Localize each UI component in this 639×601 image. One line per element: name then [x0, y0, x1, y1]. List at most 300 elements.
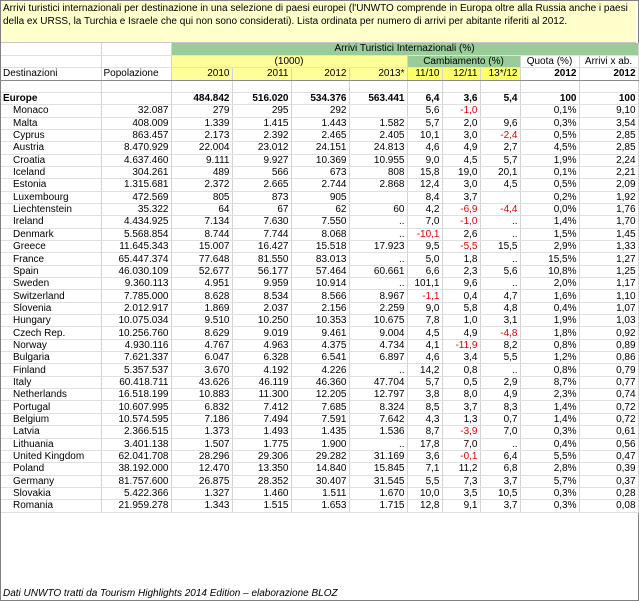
change-value: 10,1	[407, 129, 442, 141]
arrivi-per-capita: 0,89	[579, 339, 638, 351]
table-row	[1, 228, 638, 240]
table-row	[1, 129, 638, 141]
change-value: 1,0	[442, 315, 480, 327]
arrivals-value: 24.151	[291, 142, 349, 154]
quota-value: 0,2%	[520, 191, 579, 203]
population: 46.030.109	[101, 265, 171, 277]
change-value: 9,1	[442, 500, 480, 512]
country-name: Liechtenstein	[1, 203, 101, 215]
arrivals-value: 6.541	[291, 352, 349, 364]
arrivi-per-capita: 1,25	[579, 265, 638, 277]
arrivals-value: 4.963	[232, 339, 291, 351]
change-value: -10,1	[407, 228, 442, 240]
arrivals-value: 2.405	[349, 129, 407, 141]
change-value: -1,1	[407, 290, 442, 302]
total-value: 534.376	[291, 92, 349, 104]
arrivals-value: 6.047	[171, 352, 232, 364]
change-value: 2,6	[442, 228, 480, 240]
change-value: 9,6	[480, 117, 520, 129]
arrivals-value: 29.282	[291, 450, 349, 462]
arrivals-value: 489	[171, 166, 232, 178]
population: 10.607.995	[101, 401, 171, 413]
arrivals-value: 4.767	[171, 339, 232, 351]
arrivals-value: 29.306	[232, 450, 291, 462]
arrivals-value: 26.875	[171, 475, 232, 487]
population: 1.315.681	[101, 179, 171, 191]
arrivals-value: 1.435	[291, 426, 349, 438]
arrivals-value: 15.007	[171, 241, 232, 253]
population: 65.447.374	[101, 253, 171, 265]
arrivals-value: 4.734	[349, 339, 407, 351]
total-value: 516.020	[232, 92, 291, 104]
population: 38.192.000	[101, 463, 171, 475]
note-text: Arrivi turistici internazionali per destinazione in una selezione di paesi europei (l'UNWTO comprende in Europa oltre alla Russia anche i paesi della ex URSS, la Turchia e Israele che qui non sono considerati). Lista ordinata per numero di arrivi per abitante riferiti al 2012.	[1, 1, 636, 43]
total-change: 5,4	[480, 92, 520, 104]
header-year: 2013*	[349, 68, 407, 80]
arrivals-value: 57.464	[291, 265, 349, 277]
table-row	[1, 500, 638, 512]
arrivals-value: 8.068	[291, 228, 349, 240]
country-name: Portugal	[1, 401, 101, 413]
arrivals-value: 2.372	[171, 179, 232, 191]
change-value: -1,0	[442, 105, 480, 117]
arrivals-value: 1.339	[171, 117, 232, 129]
population: 16.518.199	[101, 389, 171, 401]
change-value: 4,8	[480, 302, 520, 314]
header-quota-year: 2012	[520, 68, 579, 80]
quota-value: 0,1%	[520, 166, 579, 178]
arrivals-value	[349, 191, 407, 203]
change-value: 4,5	[480, 179, 520, 191]
header-blank	[101, 55, 171, 67]
arrivals-value: 52.677	[171, 265, 232, 277]
change-value: -0,1	[442, 450, 480, 462]
table-row	[1, 154, 638, 166]
change-value: 4,6	[407, 142, 442, 154]
population: 11.645.343	[101, 241, 171, 253]
table-row	[1, 327, 638, 339]
change-value	[480, 191, 520, 203]
change-value: 8,7	[407, 426, 442, 438]
change-value: 3,8	[407, 389, 442, 401]
population: 21.959.278	[101, 500, 171, 512]
arrivals-value: 1.900	[291, 438, 349, 450]
arrivals-value: 8.628	[171, 290, 232, 302]
change-value: 3,1	[480, 315, 520, 327]
quota-value: 8,7%	[520, 376, 579, 388]
arrivals-value: 28.296	[171, 450, 232, 462]
population: 408.009	[101, 117, 171, 129]
arrivals-value: 4.226	[291, 364, 349, 376]
change-value: 3,7	[480, 500, 520, 512]
arrivals-value: 8.629	[171, 327, 232, 339]
quota-value: 0,3%	[520, 487, 579, 499]
change-value: 4,6	[407, 352, 442, 364]
change-value: -6,9	[442, 203, 480, 215]
header-blank	[101, 43, 171, 55]
arrivals-value: 83.013	[291, 253, 349, 265]
arrivals-value: 10.883	[171, 389, 232, 401]
table-row	[1, 339, 638, 351]
arrivi-per-capita: 1,92	[579, 191, 638, 203]
header-year: 2011	[232, 68, 291, 80]
arrivals-value: 43.626	[171, 376, 232, 388]
arrivals-value: 7.630	[232, 216, 291, 228]
arrivi-per-capita: 1,33	[579, 241, 638, 253]
change-value: 0,8	[442, 364, 480, 376]
country-name: Lithuania	[1, 438, 101, 450]
arrivals-value: 10.353	[291, 315, 349, 327]
arrivals-value: 8.566	[291, 290, 349, 302]
change-value: 1,3	[442, 413, 480, 425]
table-row	[1, 438, 638, 450]
arrivals-value: 9.004	[349, 327, 407, 339]
arrivals-value: 4.192	[232, 364, 291, 376]
arrivals-value: 673	[291, 166, 349, 178]
country-name: Denmark	[1, 228, 101, 240]
arrivals-value	[349, 105, 407, 117]
arrivi-per-capita: 1,03	[579, 315, 638, 327]
header-change: 12/11	[442, 68, 480, 80]
country-name: Hungary	[1, 315, 101, 327]
change-value: 7,1	[407, 463, 442, 475]
arrivals-value: 1.511	[291, 487, 349, 499]
change-value: ..	[480, 438, 520, 450]
arrivals-value: 6.328	[232, 352, 291, 364]
table-row	[1, 450, 638, 462]
table-row	[1, 475, 638, 487]
arrivals-value: 12.470	[171, 463, 232, 475]
arrivi-per-capita: 0,08	[579, 500, 638, 512]
change-value: -4,4	[480, 203, 520, 215]
population: 7.621.337	[101, 352, 171, 364]
table-row	[1, 376, 638, 388]
population: 35.322	[101, 203, 171, 215]
arrivi-per-capita: 9,10	[579, 105, 638, 117]
population: 9.360.113	[101, 278, 171, 290]
arrivals-value: 46.360	[291, 376, 349, 388]
change-value: 9,0	[407, 302, 442, 314]
arrivals-value: 1.653	[291, 500, 349, 512]
arrivi-per-capita: 2,09	[579, 179, 638, 191]
change-value: 6,8	[480, 463, 520, 475]
arrivi-per-capita: 1,27	[579, 253, 638, 265]
change-value: 0,7	[480, 413, 520, 425]
arrivals-value: 30.407	[291, 475, 349, 487]
arrivals-value: 3.670	[171, 364, 232, 376]
country-name: Switzerland	[1, 290, 101, 302]
arrivals-value: 31.169	[349, 450, 407, 462]
header-blank	[1, 55, 101, 67]
change-value: 11,2	[442, 463, 480, 475]
quota-value: 2,9%	[520, 241, 579, 253]
header-row-1	[1, 43, 638, 55]
change-value: 6,4	[480, 450, 520, 462]
quota-value: 0,3%	[520, 500, 579, 512]
arrivals-value: 2.665	[232, 179, 291, 191]
country-name: Cyprus	[1, 129, 101, 141]
quota-value: 2,3%	[520, 389, 579, 401]
quota-value: 1,4%	[520, 413, 579, 425]
arrivi-per-capita: 0,79	[579, 364, 638, 376]
country-name: Netherlands	[1, 389, 101, 401]
data-table	[1, 43, 639, 513]
table-row	[1, 413, 638, 425]
arrivals-value: 292	[291, 105, 349, 117]
quota-value: 0,0%	[520, 203, 579, 215]
country-name: Latvia	[1, 426, 101, 438]
arrivals-value: 566	[232, 166, 291, 178]
total-value: 563.441	[349, 92, 407, 104]
population: 5.568.854	[101, 228, 171, 240]
country-name: Luxembourg	[1, 191, 101, 203]
change-value: 5,7	[407, 376, 442, 388]
quota-value: 0,3%	[520, 117, 579, 129]
country-name: Slovakia	[1, 487, 101, 499]
quota-value: 0,1%	[520, 105, 579, 117]
arrivi-per-capita: 0,28	[579, 487, 638, 499]
total-quota: 100	[520, 92, 579, 104]
header-quota: Quota (%)	[520, 55, 579, 67]
quota-value: 1,8%	[520, 327, 579, 339]
arrivi-per-capita: 2,21	[579, 166, 638, 178]
arrivals-value: 7.186	[171, 413, 232, 425]
arrivi-per-capita: 0,39	[579, 463, 638, 475]
population: 3.401.138	[101, 438, 171, 450]
arrivals-value: 7.685	[291, 401, 349, 413]
arrivals-value: 2.465	[291, 129, 349, 141]
header-row-2	[1, 55, 638, 67]
quota-value: 15,5%	[520, 253, 579, 265]
arrivals-value: 873	[232, 191, 291, 203]
arrivals-value: 10.955	[349, 154, 407, 166]
total-arrivi: 100	[579, 92, 638, 104]
arrivals-value: 7.134	[171, 216, 232, 228]
population: 60.418.711	[101, 376, 171, 388]
arrivals-value: 805	[171, 191, 232, 203]
arrivals-value: 7.642	[349, 413, 407, 425]
change-value: 19,0	[442, 166, 480, 178]
arrivi-per-capita: 0,56	[579, 438, 638, 450]
arrivals-value: 1.582	[349, 117, 407, 129]
arrivals-value: 1.373	[171, 426, 232, 438]
quota-value: 1,6%	[520, 290, 579, 302]
change-value: ..	[480, 278, 520, 290]
arrivi-per-capita: 0,74	[579, 389, 638, 401]
country-name: Norway	[1, 339, 101, 351]
quota-value: 2,8%	[520, 463, 579, 475]
arrivi-per-capita: 2,24	[579, 154, 638, 166]
arrivals-value: 9.461	[291, 327, 349, 339]
arrivals-value: 905	[291, 191, 349, 203]
quota-value: 1,4%	[520, 216, 579, 228]
change-value: 10,5	[480, 487, 520, 499]
change-value: 12,4	[407, 179, 442, 191]
quota-value: 0,5%	[520, 179, 579, 191]
arrivals-value: 60.661	[349, 265, 407, 277]
table-row	[1, 389, 638, 401]
arrivals-value: 7.412	[232, 401, 291, 413]
change-value: 4,1	[407, 339, 442, 351]
quota-value: 4,5%	[520, 142, 579, 154]
population: 62.041.708	[101, 450, 171, 462]
change-value: 3,7	[442, 191, 480, 203]
country-name: Belgium	[1, 413, 101, 425]
arrivals-value: 15.845	[349, 463, 407, 475]
quota-value: 0,4%	[520, 302, 579, 314]
arrivals-value: 1.715	[349, 500, 407, 512]
arrivals-value: 7.550	[291, 216, 349, 228]
quota-value: 5,7%	[520, 475, 579, 487]
change-value: 14,2	[407, 364, 442, 376]
header-year: 2010	[171, 68, 232, 80]
change-value: 3,5	[442, 487, 480, 499]
population: 5.357.537	[101, 364, 171, 376]
table-row	[1, 401, 638, 413]
arrivals-value: 1.460	[232, 487, 291, 499]
table-row	[1, 302, 638, 314]
country-name: Finland	[1, 364, 101, 376]
header-arrivi: Arrivi x ab.	[579, 55, 638, 67]
table-row	[1, 203, 638, 215]
change-value: 4,9	[480, 389, 520, 401]
arrivi-per-capita: 1,07	[579, 302, 638, 314]
total-value: 484.842	[171, 92, 232, 104]
change-value: 9,6	[442, 278, 480, 290]
country-name: Germany	[1, 475, 101, 487]
table-row	[1, 426, 638, 438]
header-destinazioni: Destinazioni	[1, 68, 101, 80]
header-year: 2012	[291, 68, 349, 80]
footer-source: Dati UNWTO tratti da Tourism Highlights 2014 Edition – elaborazione BLOZ	[3, 588, 338, 599]
arrivals-value: 1.536	[349, 426, 407, 438]
arrivals-value: 10.250	[232, 315, 291, 327]
population: 32.087	[101, 105, 171, 117]
table-row	[1, 364, 638, 376]
arrivals-value: 279	[171, 105, 232, 117]
arrivals-value: 1.343	[171, 500, 232, 512]
change-value: 3,4	[442, 352, 480, 364]
change-value: 2,9	[480, 376, 520, 388]
quota-value: 0,8%	[520, 364, 579, 376]
quota-value: 0,5%	[520, 129, 579, 141]
arrivals-value: 17.923	[349, 241, 407, 253]
arrivals-value: 13.350	[232, 463, 291, 475]
change-value: -2,4	[480, 129, 520, 141]
table-row	[1, 487, 638, 499]
arrivals-value: 28.352	[232, 475, 291, 487]
arrivi-per-capita: 0,72	[579, 413, 638, 425]
arrivi-per-capita: 2,85	[579, 142, 638, 154]
change-value: 8,3	[480, 401, 520, 413]
change-value: 8,0	[442, 389, 480, 401]
arrivals-value: 9.019	[232, 327, 291, 339]
arrivals-value: 1.443	[291, 117, 349, 129]
arrivals-value: 1.515	[232, 500, 291, 512]
arrivals-value: 8.534	[232, 290, 291, 302]
change-value: 3,0	[442, 129, 480, 141]
change-value: 4,9	[442, 327, 480, 339]
arrivals-value: 9.111	[171, 154, 232, 166]
country-name: Bulgaria	[1, 352, 101, 364]
quota-value: 1,9%	[520, 154, 579, 166]
quota-value: 0,4%	[520, 438, 579, 450]
table-row	[1, 179, 638, 191]
arrivals-value: 2.037	[232, 302, 291, 314]
arrivals-value: 1.507	[171, 438, 232, 450]
arrivals-value: 10.914	[291, 278, 349, 290]
change-value: 3,7	[442, 401, 480, 413]
country-name: Monaco	[1, 105, 101, 117]
change-value: 4,5	[407, 327, 442, 339]
arrivals-value: 2.868	[349, 179, 407, 191]
arrivals-value: 22.004	[171, 142, 232, 154]
arrivi-per-capita: 1,76	[579, 203, 638, 215]
table-row	[1, 352, 638, 364]
header-unit: (1000)	[171, 55, 407, 67]
arrivals-value: ..	[349, 253, 407, 265]
country-name: Romania	[1, 500, 101, 512]
change-value: 5,5	[480, 352, 520, 364]
table-row	[1, 105, 638, 117]
change-value: 3,7	[480, 475, 520, 487]
change-value: ..	[480, 364, 520, 376]
country-name: Greece	[1, 241, 101, 253]
change-value: 8,4	[407, 191, 442, 203]
country-name: Czech Rep.	[1, 327, 101, 339]
table-row	[1, 253, 638, 265]
country-name: Croatia	[1, 154, 101, 166]
arrivals-value: 295	[232, 105, 291, 117]
arrivals-value: 1.493	[232, 426, 291, 438]
change-value: -1,0	[442, 216, 480, 228]
change-value: 0,4	[442, 290, 480, 302]
quota-value: 5,5%	[520, 450, 579, 462]
arrivi-per-capita: 0,47	[579, 450, 638, 462]
country-name: Malta	[1, 117, 101, 129]
change-value: 5,0	[407, 253, 442, 265]
change-value: 2,3	[442, 265, 480, 277]
change-value: ..	[480, 216, 520, 228]
change-value: 9,5	[407, 241, 442, 253]
change-value: 5,8	[442, 302, 480, 314]
change-value: 2,7	[480, 142, 520, 154]
arrivi-per-capita: 0,72	[579, 401, 638, 413]
arrivi-per-capita: 1,17	[579, 278, 638, 290]
arrivals-value: 47.704	[349, 376, 407, 388]
population: 304.261	[101, 166, 171, 178]
arrivals-value: 2.173	[171, 129, 232, 141]
change-value: ..	[480, 228, 520, 240]
change-value: 10,0	[407, 487, 442, 499]
header-change: 13*/12	[480, 68, 520, 80]
country-name: France	[1, 253, 101, 265]
arrivi-per-capita: 0,37	[579, 475, 638, 487]
arrivals-value: 6.897	[349, 352, 407, 364]
population: 7.785.000	[101, 290, 171, 302]
quota-value: 0,8%	[520, 339, 579, 351]
arrivals-value: 7.591	[291, 413, 349, 425]
population: 2.012.917	[101, 302, 171, 314]
change-value: 1,8	[442, 253, 480, 265]
country-name: Italy	[1, 376, 101, 388]
arrivals-value: 8.324	[349, 401, 407, 413]
arrivals-value: ..	[349, 278, 407, 290]
country-name: Austria	[1, 142, 101, 154]
country-name: Slovenia	[1, 302, 101, 314]
arrivi-per-capita: 0,86	[579, 352, 638, 364]
arrivals-value: 46.119	[232, 376, 291, 388]
